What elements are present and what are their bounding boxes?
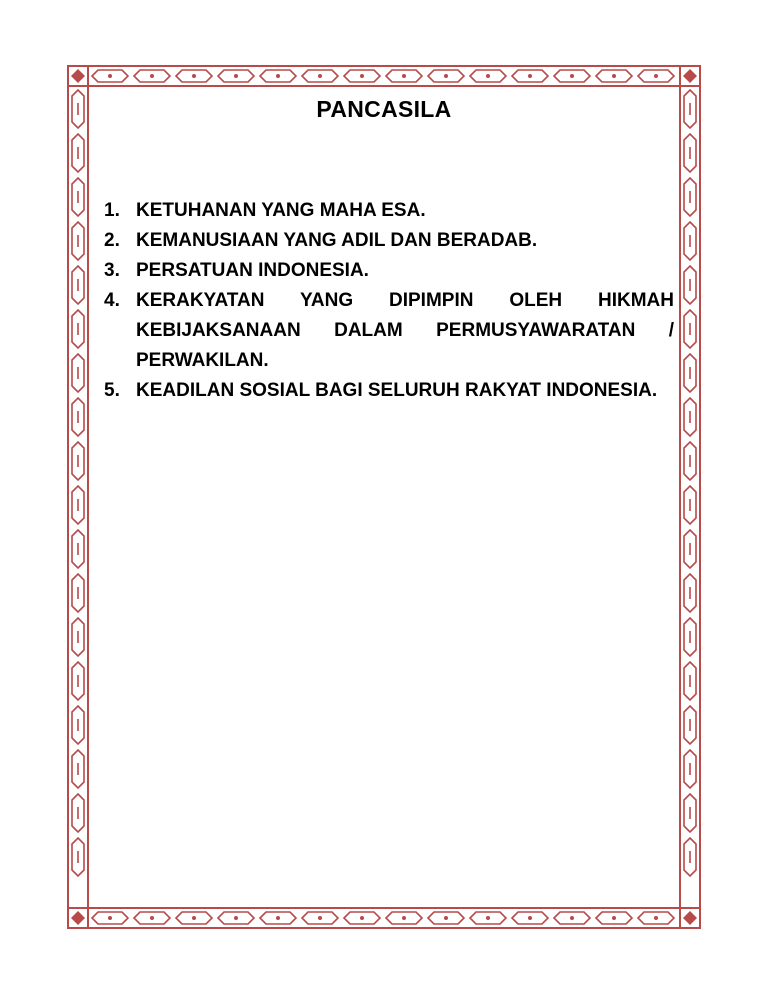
list-item-text: KEMANUSIAAN YANG ADIL DAN BERADAB. (136, 230, 538, 251)
border-motif-dot (234, 916, 238, 920)
list-item-text: KERAKYATAN YANG DIPIMPIN OLEH HIKMAH KEBIJAKSANAAN DALAM PERMUSYAWARATAN / PERWAKILAN. (136, 290, 674, 371)
border-motif-dot (612, 74, 616, 78)
border-motif-dot (486, 916, 490, 920)
border-motif-dot (150, 916, 154, 920)
border-motif-dot (612, 916, 616, 920)
list-item (104, 196, 674, 226)
border-motif-dot (150, 74, 154, 78)
border-motif-dot (654, 74, 658, 78)
border-motif-dot (402, 916, 406, 920)
border-motif-dot (570, 916, 574, 920)
border-motif-dot (234, 74, 238, 78)
border-motif-dot (528, 74, 532, 78)
list-item-number: 2. (104, 230, 120, 251)
list-item-number: 4. (104, 290, 120, 311)
list-item (104, 226, 674, 256)
border-motif-dot (444, 74, 448, 78)
pancasila-list (104, 196, 674, 406)
border-motif-dot (444, 916, 448, 920)
list-item-number: 1. (104, 200, 120, 221)
list-item (104, 376, 674, 406)
border-motif-dot (570, 74, 574, 78)
border-motif-dot (276, 74, 280, 78)
border-motif-dot (486, 74, 490, 78)
border-motif-dot (528, 916, 532, 920)
border-motif-dot (192, 916, 196, 920)
border-motif-dot (360, 74, 364, 78)
list-item-number: 5. (104, 380, 120, 401)
border-motif-dot (402, 74, 406, 78)
list-item (104, 256, 674, 286)
list-item-text: KETUHANAN YANG MAHA ESA. (136, 200, 426, 221)
list-item (104, 286, 674, 376)
page-title: PANCASILA (316, 96, 452, 122)
list-item-number: 3. (104, 260, 120, 281)
border-motif-dot (108, 916, 112, 920)
border-motif-dot (318, 916, 322, 920)
list-item-text: KEADILAN SOSIAL BAGI SELURUH RAKYAT INDONESIA. (136, 380, 658, 401)
border-motif-dot (192, 74, 196, 78)
border-motif-dot (360, 916, 364, 920)
border-motif-dot (654, 916, 658, 920)
border-motif-dot (318, 74, 322, 78)
list-item-text: PERSATUAN INDONESIA. (136, 260, 369, 281)
border-motif-dot (276, 916, 280, 920)
border-motif-dot (108, 74, 112, 78)
